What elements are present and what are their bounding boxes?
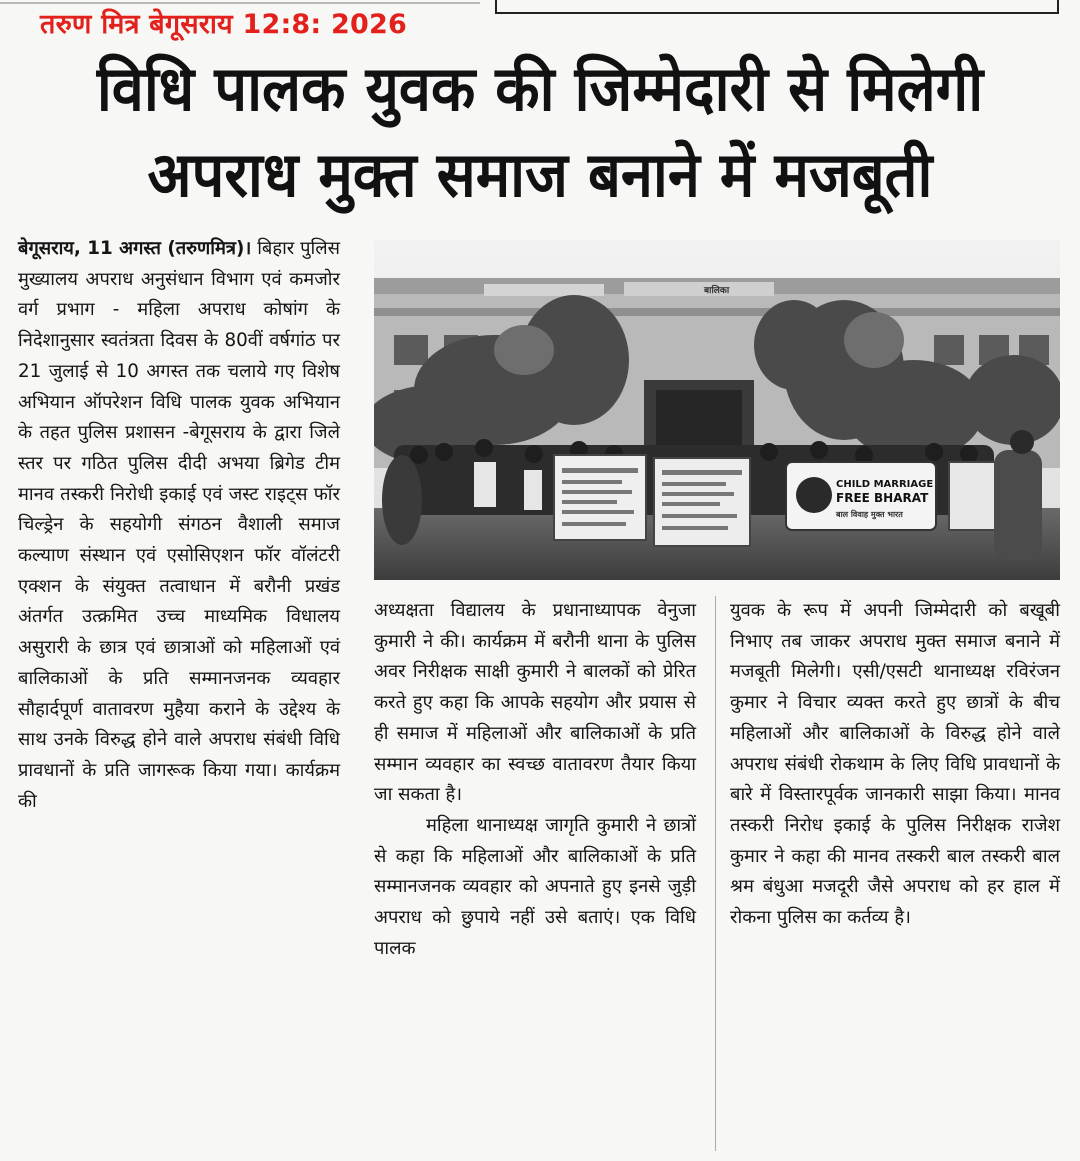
- column-3-text: युवक के रूप में अपनी जिम्मेदारी को बखूबी निभाए तब जाकर अपराध मुक्त समाज बनाने में मजबूती मिलेगी। एसी/एसटी थानाध्यक्ष रविरंजन कुमार ने विचार व्यक्त करते हुए छात्रों के बीच महिलाओं और बालिकाओं के विरुद्ध होने वाले अपराध संबंधी रोकथाम के लिए विधि प्रावधानों के बारे में विस्तारपूर्वक जानकारी साझा किया। मानव तस्करी निरोध इकाई के पुलिस निरीक्षक राजेश कुमार ने कहा की मानव तस्करी बाल तस्करी बाल श्रम बंधुआ मजदूरी जैसे अपराध को हर हाल में रोकना पुलिस का कर्तव्य है।: [730, 600, 1060, 929]
- building-sign-text: बालिका: [704, 286, 730, 296]
- headline: [56, 46, 1023, 218]
- article-column-2: [374, 596, 696, 964]
- dateline: बेगूसराय, 11 अगस्त (तरुणमित्र)।: [18, 238, 252, 259]
- column-1-text: बिहार पुलिस मुख्यालय अपराध अनुसंधान विभाग एवं कमजोर वर्ग प्रभाग - महिला अपराध कोषांग के निदेशानुसार स्वतंत्रता दिवस के 80वीं वर्षगांठ पर 21 जुलाई से 10 अगस्त तक चलाये गए विशेष अभियान ऑपरेशन विधि पालक युवक अभियान के तहत पुलिस प्रशासन -बेगूसराय के द्वारा जिले स्तर पर गठित पुलिस दीदी अभया ब्रिगेड टीम मानव तस्करी निरोधी इकाई एवं जस्ट राइट्स फॉर चिल्ड्रेन के सहयोगी संगठन वैशाली समाज कल्याण संस्थान एवं एसोसिएशन फॉर वॉलंटरी एक्शन के संयुक्त तत्वाधान में बरौनी प्रखंड अंतर्गत उत्क्रमित उच्च माध्यमिक विधालय असुरारी के छात्र एवं छात्राओं को महिलाओं एवं बालिकाओं के प्रति सम्मानजनक व्यवहार सौहार्दपूर्ण वातावरण मुहैया कराने के उद्देश्य के साथ उनके विरुद्ध होने वाले अपराध संबंधी विधि प्रावधानों के प्रति जागरूक किया गया। कार्यक्रम की: [18, 238, 341, 812]
- column-2-paragraph-1: अध्यक्षता विद्यालय के प्रधानाध्यापक वेनुजा कुमारी ने की। कार्यक्रम में बरौनी थाना के पुलिस अवर निरीक्षक साक्षी कुमारी ने बालकों को प्रेरित करते हुए कहा कि आपके सहयोग और प्रयास से ही समाज में महिलाओं और बालिकाओं के प्रति सम्मान व्यवहार का स्वच्छ वातावरण तैयार किया जा सकता है।: [374, 600, 696, 806]
- headline-line-2: अपराध मुक्त समाज बनाने में मजबूती: [147, 138, 933, 211]
- adjacent-article-box: [495, 0, 1059, 14]
- source-date-stamp: तरुण मित्र बेगूसराय 12:8: 2026: [40, 9, 407, 40]
- column-divider: [715, 596, 716, 1151]
- headline-line-1: विधि पालक युवक की जिम्मेदारी से मिलेगी: [96, 52, 984, 125]
- banner-line-2: FREE BHARAT: [836, 491, 929, 505]
- banner-line-1: CHILD MARRIAGE: [836, 479, 934, 490]
- article-column-1: [18, 234, 340, 817]
- event-photo: [374, 240, 1060, 580]
- banner-line-3: बाल विवाह मुक्त भारत: [836, 510, 903, 519]
- article-column-3: [730, 596, 1060, 934]
- column-2-paragraph-2: महिला थानाध्यक्ष जागृति कुमारी ने छात्रों से कहा कि महिलाओं और बालिकाओं के प्रति सम्मानजनक व्यवहार को अपनाते हुए इनसे जुड़ी अपराध को छुपाये नहीं उसे बताएं। एक विधि पालक: [374, 814, 696, 959]
